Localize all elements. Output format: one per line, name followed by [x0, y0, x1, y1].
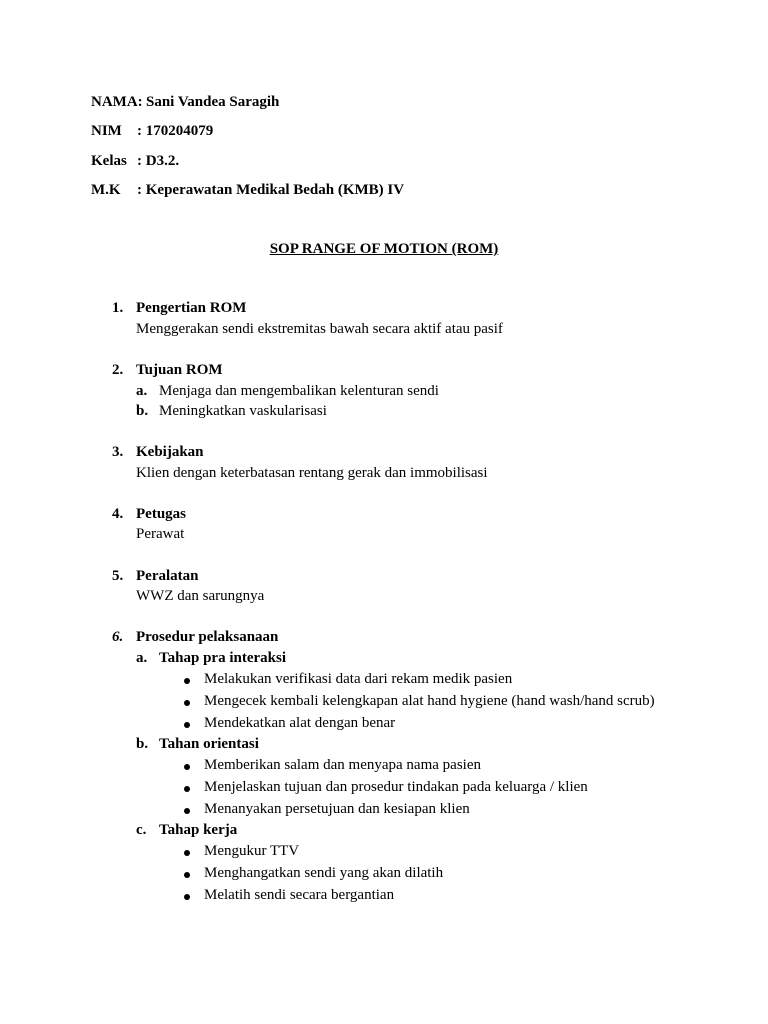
- nama-label: NAMA:: [91, 94, 143, 110]
- header-nim: [91, 123, 214, 140]
- nim-value: : 170204079: [137, 123, 214, 139]
- section-6-a-mark: a.: [136, 650, 148, 666]
- mk-label: M.K: [91, 182, 121, 198]
- section-6-number: 6.: [112, 629, 124, 645]
- list-item: Menanyakan persetujuan dan kesiapan klien: [204, 801, 470, 817]
- section-4-title: Petugas: [136, 506, 186, 522]
- section-2-title: Tujuan ROM: [136, 362, 223, 378]
- section-2-number: 2.: [112, 362, 124, 378]
- section-6-c-title: Tahap kerja: [159, 822, 238, 838]
- list-item: Mengecek kembali kelengkapan alat hand hygiene (hand wash/hand scrub): [204, 693, 655, 709]
- nama-value: Sani Vandea Saragih: [146, 94, 280, 110]
- list-item: Memberikan salam dan menyapa nama pasien: [204, 757, 481, 773]
- header-mk: [91, 182, 405, 199]
- kelas-value: : D3.2.: [137, 153, 180, 169]
- section-5-number: 5.: [112, 568, 124, 584]
- section-4-number: 4.: [112, 506, 124, 522]
- bullet-icon: [184, 786, 190, 792]
- header-kelas: [91, 153, 180, 170]
- bullet-icon: [184, 872, 190, 878]
- section-5-title: Peralatan: [136, 568, 199, 584]
- section-3-number: 3.: [112, 444, 124, 460]
- section-4-text: Perawat: [136, 526, 185, 542]
- bullet-icon: [184, 764, 190, 770]
- bullet-icon: [184, 894, 190, 900]
- bullet-icon: [184, 678, 190, 684]
- section-3-title: Kebijakan: [136, 444, 204, 460]
- section-6-a-title: Tahap pra interaksi: [159, 650, 286, 666]
- section-1-number: 1.: [112, 300, 124, 316]
- list-item: Menjelaskan tujuan dan prosedur tindakan pada keluarga / klien: [204, 779, 588, 795]
- list-item: Mendekatkan alat dengan benar: [204, 715, 396, 731]
- list-item: Mengukur TTV: [204, 843, 300, 859]
- section-6-b-mark: b.: [136, 736, 149, 752]
- mk-value: : Keperawatan Medikal Bedah (KMB) IV: [137, 182, 405, 198]
- section-6-b-title: Tahan orientasi: [159, 736, 259, 752]
- bullet-icon: [184, 700, 190, 706]
- list-item: Melatih sendi secara bergantian: [204, 887, 395, 903]
- bullet-icon: [184, 722, 190, 728]
- nim-label: NIM: [91, 123, 122, 139]
- section-3-text: Klien dengan keterbatasan rentang gerak dan immobilisasi: [136, 465, 488, 481]
- document-title: SOP RANGE OF MOTION (ROM): [269, 241, 499, 257]
- section-6-title: Prosedur pelaksanaan: [136, 629, 279, 645]
- bullet-icon: [184, 850, 190, 856]
- section-1-title: Pengertian ROM: [136, 300, 247, 316]
- section-2-a-text: Menjaga dan mengembalikan kelenturan sendi: [159, 383, 439, 399]
- section-2-b-text: Meningkatkan vaskularisasi: [159, 403, 327, 419]
- list-item: Melakukan verifikasi data dari rekam medik pasien: [204, 671, 513, 687]
- section-6-c-mark: c.: [136, 822, 147, 838]
- kelas-label: Kelas: [91, 153, 127, 169]
- bullet-icon: [184, 808, 190, 814]
- section-2-a-mark: a.: [136, 383, 148, 399]
- section-2-b-mark: b.: [136, 403, 149, 419]
- header-nama: [91, 94, 280, 111]
- section-5-text: WWZ dan sarungnya: [136, 588, 265, 604]
- list-item: Menghangatkan sendi yang akan dilatih: [204, 865, 444, 881]
- section-1-text: Menggerakan sendi ekstremitas bawah secara aktif atau pasif: [136, 321, 503, 337]
